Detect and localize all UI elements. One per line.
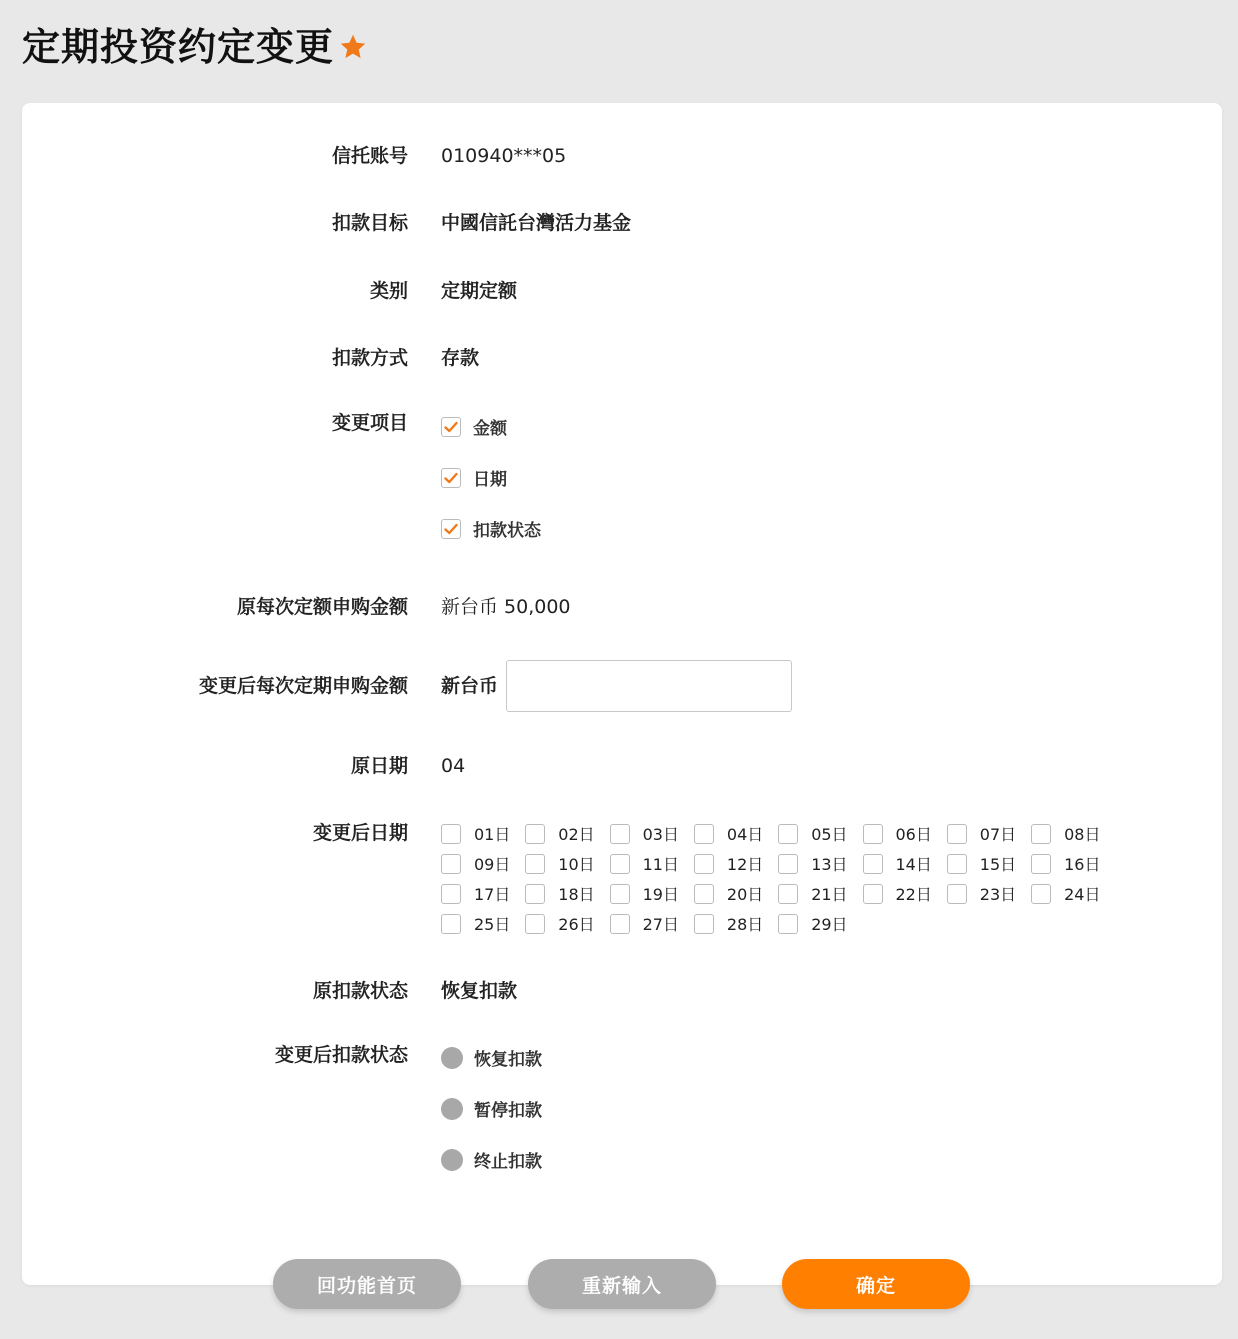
day-option[interactable] xyxy=(1031,822,1100,845)
day-label: 21日 xyxy=(811,885,848,904)
radio-label: 终止扣款 xyxy=(474,1152,542,1172)
day-label: 10日 xyxy=(558,855,595,874)
day-label: 12日 xyxy=(726,855,764,874)
deduct-target-label: 扣款目标 xyxy=(331,212,408,234)
day-label: 22日 xyxy=(895,885,932,904)
day-option[interactable] xyxy=(694,822,763,845)
form-card xyxy=(22,103,1222,1285)
day-label: 04日 xyxy=(726,825,764,844)
day-label: 20日 xyxy=(726,885,764,904)
radio-button[interactable] xyxy=(441,1149,463,1171)
day-checkbox[interactable] xyxy=(525,914,545,934)
radio-label: 恢复扣款 xyxy=(474,1050,542,1070)
day-checkbox[interactable] xyxy=(610,914,630,934)
day-checkbox[interactable] xyxy=(778,884,798,904)
day-checkbox[interactable] xyxy=(441,824,461,844)
day-checkbox[interactable] xyxy=(525,884,545,904)
day-option[interactable] xyxy=(1031,882,1100,905)
new-status-label: 变更后扣款状态 xyxy=(274,1044,408,1066)
day-option[interactable] xyxy=(525,882,594,905)
home-button[interactable]: 回功能首页 xyxy=(273,1259,461,1309)
day-label: 02日 xyxy=(558,825,595,844)
original-status-label: 原扣款状态 xyxy=(312,980,408,1002)
day-option[interactable] xyxy=(778,822,847,845)
original-status-value: 恢复扣款 xyxy=(441,980,518,1002)
day-label: 11日 xyxy=(642,855,679,874)
change-item-status[interactable] xyxy=(441,516,541,541)
checkmark-icon xyxy=(443,470,459,486)
change-item-label: 金额 xyxy=(473,419,507,439)
original-date-label: 原日期 xyxy=(350,755,408,777)
original-amount-value: 新台币 50,000 xyxy=(441,596,571,618)
day-label: 14日 xyxy=(895,855,932,874)
day-checkbox[interactable] xyxy=(441,884,461,904)
day-checkbox[interactable] xyxy=(694,824,714,844)
day-label: 29日 xyxy=(811,915,848,934)
day-checkbox[interactable] xyxy=(694,854,714,874)
status-checkbox[interactable] xyxy=(441,519,461,539)
day-checkbox[interactable] xyxy=(947,854,967,874)
day-checkbox[interactable] xyxy=(694,914,714,934)
day-checkbox[interactable] xyxy=(610,884,630,904)
day-option[interactable] xyxy=(525,912,594,935)
trust-account-value: 010940***05 xyxy=(441,145,567,167)
day-option[interactable] xyxy=(610,912,679,935)
status-option-resume[interactable] xyxy=(441,1045,542,1070)
day-option[interactable] xyxy=(694,882,763,905)
day-option[interactable] xyxy=(525,822,594,845)
day-label: 05日 xyxy=(811,825,848,844)
day-label: 06日 xyxy=(895,825,932,844)
day-option[interactable] xyxy=(610,882,679,905)
radio-button[interactable] xyxy=(441,1047,463,1069)
day-option[interactable] xyxy=(778,912,847,935)
day-label: 03日 xyxy=(642,825,679,844)
new-amount-currency: 新台币 xyxy=(441,675,499,697)
category-value: 定期定额 xyxy=(441,280,518,302)
day-label: 08日 xyxy=(1064,825,1101,844)
day-checkbox[interactable] xyxy=(778,824,798,844)
page-title xyxy=(22,16,368,71)
original-amount-label: 原每次定额申购金额 xyxy=(236,596,408,618)
day-label: 01日 xyxy=(474,825,511,844)
checkmark-icon xyxy=(443,521,459,537)
day-checkbox[interactable] xyxy=(694,884,714,904)
status-option-pause[interactable] xyxy=(441,1096,542,1121)
deduct-method-label: 扣款方式 xyxy=(331,347,408,369)
day-option[interactable] xyxy=(441,822,510,845)
day-option[interactable] xyxy=(863,882,932,905)
change-item-label: 日期 xyxy=(473,470,507,490)
day-option[interactable] xyxy=(441,912,510,935)
day-label: 23日 xyxy=(979,885,1017,904)
day-option[interactable] xyxy=(947,882,1016,905)
day-option[interactable] xyxy=(694,912,763,935)
day-option[interactable] xyxy=(610,822,679,845)
page-title-text: 定期投资约定变更 xyxy=(22,25,335,69)
day-checkbox[interactable] xyxy=(525,824,545,844)
reset-button[interactable]: 重新输入 xyxy=(528,1259,716,1309)
day-option[interactable] xyxy=(610,852,679,875)
day-option[interactable] xyxy=(863,822,932,845)
change-item-amount[interactable] xyxy=(441,414,507,439)
day-checkbox[interactable] xyxy=(610,854,630,874)
day-label: 15日 xyxy=(979,855,1017,874)
day-checkbox[interactable] xyxy=(863,824,883,844)
category-label: 类别 xyxy=(369,280,408,302)
day-label: 26日 xyxy=(558,915,595,934)
original-date-value: 04 xyxy=(441,755,466,777)
day-label: 27日 xyxy=(642,915,679,934)
day-checkbox[interactable] xyxy=(947,884,967,904)
checkmark-icon xyxy=(443,419,459,435)
day-checkbox[interactable] xyxy=(441,854,461,874)
day-option[interactable] xyxy=(778,882,847,905)
day-checkbox[interactable] xyxy=(1031,854,1051,874)
change-items-label: 变更项目 xyxy=(331,412,408,434)
day-label: 13日 xyxy=(811,855,848,874)
day-checkbox[interactable] xyxy=(778,854,798,874)
change-item-label: 扣款状态 xyxy=(473,521,541,541)
day-checkbox[interactable] xyxy=(778,914,798,934)
day-checkbox[interactable] xyxy=(1031,824,1051,844)
deduct-method-value: 存款 xyxy=(441,347,480,369)
day-option[interactable] xyxy=(863,852,932,875)
star-icon[interactable] xyxy=(338,32,368,62)
new-amount-input[interactable] xyxy=(506,660,792,712)
day-label: 24日 xyxy=(1064,885,1101,904)
day-checkbox[interactable] xyxy=(525,854,545,874)
day-label: 07日 xyxy=(979,825,1017,844)
day-option[interactable] xyxy=(694,852,763,875)
day-checkbox[interactable] xyxy=(863,884,883,904)
day-checkbox[interactable] xyxy=(1031,884,1051,904)
day-label: 19日 xyxy=(642,885,679,904)
new-date-label: 变更后日期 xyxy=(312,822,408,844)
day-checkbox[interactable] xyxy=(441,914,461,934)
day-option[interactable] xyxy=(441,852,510,875)
amount-checkbox[interactable] xyxy=(441,417,461,437)
radio-button[interactable] xyxy=(441,1098,463,1120)
day-checkbox[interactable] xyxy=(863,854,883,874)
day-option[interactable] xyxy=(947,852,1016,875)
confirm-button[interactable]: 确定 xyxy=(782,1259,970,1309)
day-option[interactable] xyxy=(778,852,847,875)
radio-label: 暂停扣款 xyxy=(474,1101,542,1121)
day-checkbox[interactable] xyxy=(610,824,630,844)
day-option[interactable] xyxy=(525,852,594,875)
day-label: 16日 xyxy=(1064,855,1101,874)
deduct-target-value: 中國信託台灣活力基金 xyxy=(441,212,632,234)
day-label: 18日 xyxy=(558,885,595,904)
day-label: 09日 xyxy=(474,855,511,874)
change-item-date[interactable] xyxy=(441,465,507,490)
day-option[interactable] xyxy=(947,822,1016,845)
day-label: 25日 xyxy=(474,915,511,934)
trust-account-label: 信托账号 xyxy=(331,145,408,167)
date-checkbox[interactable] xyxy=(441,468,461,488)
day-option[interactable] xyxy=(441,882,510,905)
day-checkbox[interactable] xyxy=(947,824,967,844)
day-label: 17日 xyxy=(474,885,511,904)
day-label: 28日 xyxy=(726,915,764,934)
status-option-terminate[interactable] xyxy=(441,1147,542,1172)
day-option[interactable] xyxy=(1031,852,1100,875)
new-amount-label: 变更后每次定期申购金额 xyxy=(198,675,408,697)
